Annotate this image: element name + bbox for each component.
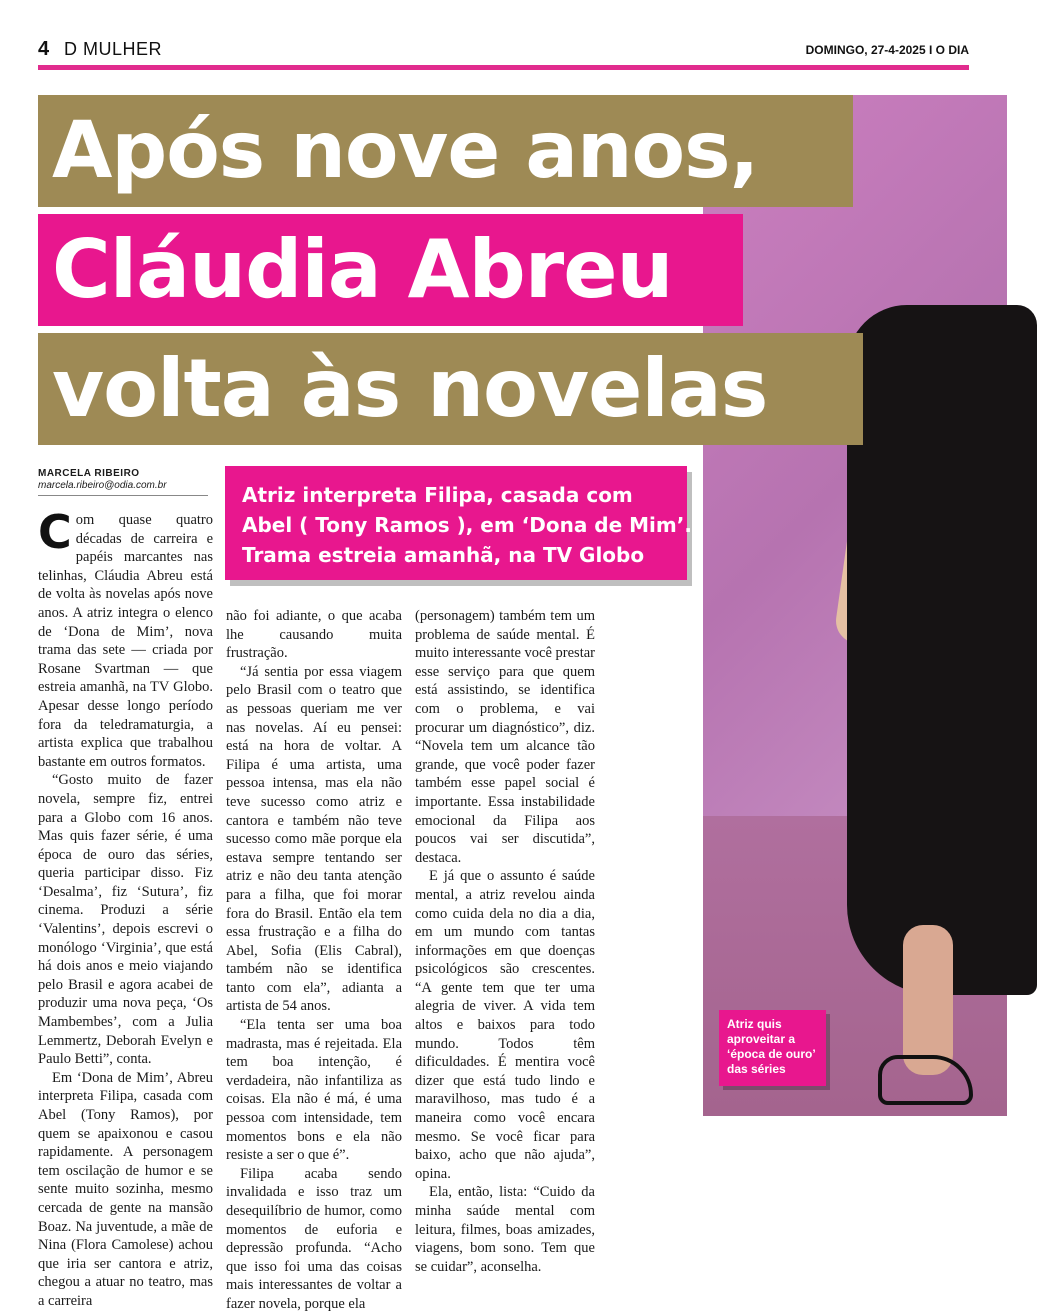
byline-divider [38, 495, 208, 496]
caption-line-3: ‘época de ouro’ [727, 1047, 816, 1061]
paragraph: “Já sentia por essa viagem pelo Brasil com o teatro que as pessoas queriam me ver nas novelas. Aí eu pensei: está na hora de voltar. A Filipa é uma artista, uma pessoa intensa, mas ela não teve sucesso como atriz e cantora e também não teve sucesso como mãe porque ela estava sempre tentando ser atriz e não deu tanta atenção para a filha, que foi morar fora do Brasil. Então ela tem essa frustração e a filha do Abel, Sofia (Elis Cabral), também não se identifica tanto com ela”, adianta a artista de 54 anos. [226, 663, 402, 1015]
paragraph: E já que o assunto é saúde mental, a atriz revelou ainda como cuida dela no dia a dia, em um mundo com tantas informações em que doenças psicológicos são crescentes. “A gente tem que ter uma alegria de viver. A vida tem altos e baixos para todo mundo. Todos têm dificuldades. É mentira você dizer que está tudo lindo e maravilhoso, mas tudo é a maneira como você encara mesmo. Se você ficar para baixo, acho que não ajuda”, opina. [415, 868, 595, 1182]
caption-line-4: das séries [727, 1062, 786, 1076]
paragraph: Filipa acaba sendo invalidada e isso traz um desequilíbrio de humor, como momentos de euforia e depressão profunda. “Acho que isso foi uma das coisas mais interessantes de voltar a fazer novela, porque ela [226, 1165, 402, 1312]
caption-line-2: aproveitar a [727, 1032, 796, 1046]
article-column-2 [226, 607, 402, 1314]
paragraph: não foi adiante, o que acaba lhe causando muita frustração. [226, 608, 402, 662]
paragraph [38, 505, 213, 771]
byline [38, 468, 167, 491]
standfirst-line-3: Trama estreia amanhã, na TV Globo [242, 543, 645, 567]
paragraph: “Ela tenta ser uma boa madrasta, mas é rejeitada. Ela tem boa intenção, é verdadeira, não infantiliza as coisas. Ela não é má, é uma pessoa com intensidade, tem momentos bons e ela não resiste a ser o que é”. [226, 1017, 402, 1164]
paragraph: Ela, então, lista: “Cuido da minha saúde mental com leitura, filmes, boas amizades, viagens, bom sono. Tem que se cuidar”, aconselha. [415, 1184, 595, 1275]
article-column-3 [415, 607, 595, 1276]
paragraph: (personagem) também tem um problema de saúde mental. É muito interessante você prestar esse serviço para que quem está assistindo, se identifica com o problema, e vai procurar um diagnóstico”, diz. “Novela tem um alcance tão grande, que você poder fazer também esse papel social é importante. Essa instabilidade emocional da Filipa aos poucos vai ser discutida”, destaca. [415, 608, 595, 866]
caption-line-1: Atriz quis [727, 1017, 782, 1031]
standfirst-line-2: Abel ( Tony Ramos ), em ‘Dona de Mim’. [242, 513, 692, 537]
byline-email: marcela.ribeiro@odia.com.br [38, 480, 167, 491]
folio-divider [38, 65, 969, 70]
section-name: D MULHER [64, 39, 163, 59]
headline-line-2: Cláudia Abreu [38, 214, 743, 326]
standfirst-line-1: Atriz interpreta Filipa, casada com [242, 483, 633, 507]
photo-caption [719, 1010, 826, 1086]
paragraph: Em ‘Dona de Mim’, Abreu interpreta Filipa, casada com Abel (Tony Ramos), por quem se apaixonou e casou rapidamente. A personagem tem oscilação de humor e se sente muito sozinha, mesmo cercada de gente na mansão Boaz. Na juventude, a mãe de Nina (Flora Camolese) achou que iria ser cantora e atriz, chegou a atuar no teatro, mas a carreira [38, 1069, 213, 1309]
byline-author: MARCELA RIBEIRO [38, 468, 140, 479]
article-photo [703, 95, 1007, 1116]
headline-line-3: volta às novelas [38, 333, 863, 445]
article-column-1 [38, 505, 213, 1311]
photo-black-dress [847, 305, 1037, 995]
drop-cap: C [38, 505, 72, 559]
paragraph-text: om quase quatro décadas de carreira e papéis marcantes nas telinhas, Cláudia Abreu está de volta às novelas após nove anos. A atriz integra o elenco de ‘Dona de Mim’, nova trama das sete — criada por Rosane Svartman — que estreia amanhã, na TV Globo. Apesar desse longo período fora da teledramaturgia, a artista explica que trabalhou bastante em outros formatos. [38, 512, 213, 770]
paragraph: “Gosto muito de fazer novela, sempre fiz, entrei para a Globo com 16 anos. Mas quis fazer série, é uma época de ouro das séries, queria participar disso. Fiz ‘Desalma’, fiz ‘Sutura’, fiz cinema. Produzi a série ‘Valentins’, depois escrevi o monólogo ‘Virginia’, que está há dois anos e meio viajando pelo Brasil e agora acabei de produzir uma nova peça, ‘Os Mambembes’, com a Julia Lemmertz, Deborah Evelyn e Paulo Betti”, conta. [38, 772, 213, 1068]
edition-dateline: DOMINGO, 27-4-2025 I O DIA [805, 43, 969, 57]
headline-line-1: Após nove anos, [38, 95, 853, 207]
page-number: 4 [38, 38, 50, 60]
page-folio [38, 38, 969, 60]
standfirst-box [225, 466, 692, 580]
photo-leg [903, 925, 953, 1075]
